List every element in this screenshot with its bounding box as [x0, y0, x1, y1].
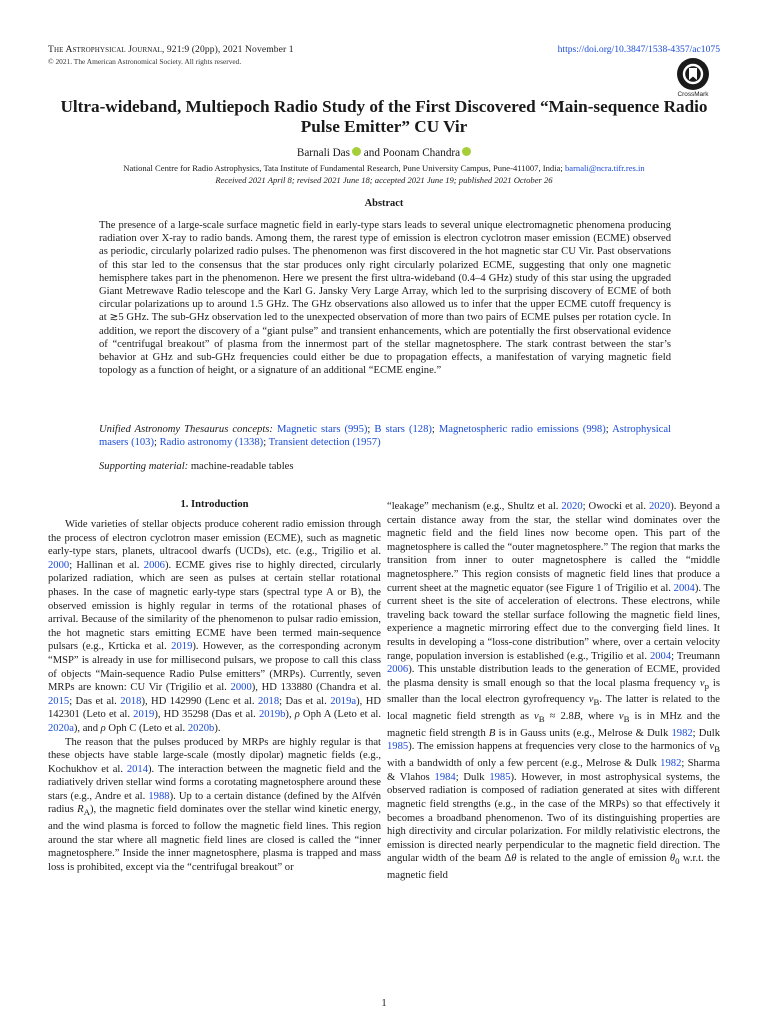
keywords-label: Unified Astronomy Thesaurus concepts:	[99, 424, 273, 435]
crossmark-badge[interactable]	[664, 58, 722, 98]
citation-link[interactable]: 2014	[126, 763, 149, 775]
citation-link[interactable]: 2020b	[187, 722, 215, 734]
doi-link[interactable]: https://doi.org/10.3847/1538-4357/ac1075	[557, 44, 720, 55]
affiliation-block	[0, 163, 768, 186]
citation-link[interactable]: 2015	[48, 695, 70, 707]
body-column-left	[48, 518, 381, 875]
citation-link[interactable]: 2004	[673, 582, 695, 594]
supporting-label: Supporting material:	[99, 461, 189, 472]
citation-link[interactable]: 2018	[120, 695, 142, 707]
citation-link[interactable]: 2018	[257, 695, 280, 707]
citation-link[interactable]: 1984	[434, 771, 456, 783]
keyword-link[interactable]: Magnetic stars (995)	[276, 424, 368, 435]
citation-link[interactable]: 2004	[649, 650, 672, 662]
paragraph: Wide varieties of stellar objects produce coherent radio emission through the process of electron cyclotron maser emission (ECME), such as magnetic early-type stars, planets, ultracool dwarfs (UCDs), etc. (e.g., Trigilio et al. 2000; Hallinan et al. 2006). ECME gives rise to highly directed, circularly polarized radiation, which are seen as pulses at certain stellar rotational phases. In the case of magnetic early-type stars (spectral type A or B), the observed emission is highly regular in terms of the rotational phases of arrival. Because of the similarity of the phenomenon to pulsar radio emission, the hot magnetic stars emitting ECME have been termed main-sequence pulsars (e.g., Krticka et al. 2019). However, as the corresponding acronym “MSP” is already in use for millisecond pulsars, we propose to call this class of objects “Main-sequence Radio Pulse emitters” (MRPs). Currently, seven MRPs are known: CU Vir (Trigilio et al. 2000), HD 133880 (Chandra et al. 2015; Das et al. 2018), HD 142990 (Lenc et al. 2018; Das et al. 2019a), HD 142301 (Leto et al. 2019), HD 35298 (Das et al. 2019b), ρ Oph A (Leto et al. 2020a), and ρ Oph C (Leto et al. 2020b).	[48, 519, 382, 734]
keyword-link[interactable]: B stars (128)	[374, 424, 432, 435]
author-separator: and	[361, 147, 383, 159]
page-number: 1	[381, 998, 387, 1009]
author-name: Poonam Chandra	[382, 147, 461, 159]
citation: , 921:9 (20pp), 2021 November 1	[161, 44, 294, 55]
citation-link[interactable]: 2000	[48, 559, 70, 571]
keywords: Unified Astronomy Thesaurus concepts: Magnetic stars (995); B stars (128); Magnetospheric radio emissions (998); Astrophysical masers (103); Radio astronomy (1338); Transient detection (1957)	[99, 424, 672, 449]
copyright-line: © 2021. The American Astronomical Society. All rights reserved.	[48, 57, 242, 66]
publication-dates: Received 2021 April 8; revised 2021 June 18; accepted 2021 June 19; published 2021 October 26	[215, 174, 553, 185]
citation-link[interactable]: 1985	[489, 771, 511, 783]
citation-link[interactable]: 2019b	[258, 709, 286, 721]
orcid-icon[interactable]	[352, 147, 361, 156]
citation-link[interactable]: 1982	[660, 758, 682, 770]
crossmark-label: CrossMark	[677, 91, 709, 98]
supporting-text: machine-readable tables	[188, 461, 294, 472]
paper-title: Ultra-wideband, Multiepoch Radio Study of the First Discovered “Main-sequence Radio Pulse Emitter” CU Vir	[60, 97, 708, 136]
citation-link[interactable]: 2020	[561, 501, 583, 512]
keyword-link[interactable]: Astrophysical masers (103)	[99, 424, 672, 449]
keyword-link[interactable]: Magnetospheric radio emissions (998)	[438, 424, 606, 435]
paragraph: The reason that the pulses produced by MRPs are highly regular is that these objects have stable large-scale (mostly dipolar) magnetic fields (e.g., Kochukhov et al. 2014). The interaction between the magnetic field and the radiatively driven stellar wind forms a corotating magnetosphere around these stars (e.g., Andre et al. 1988). Up to a certain distance (defined by the Alfvén radius $R_A$), the magnetic field dominates over the stellar wind kinetic energy, and the wind plasma is forced to follow the magnetic field lines. This region around the star where all magnetic field lines are closed is called the “inner magnetosphere.” Inside the inner magnetosphere, plasma is trapped and mass loss is prohibited, except via the “centrifugal breakout” or	[48, 736, 381, 873]
section-heading: 1. Introduction	[180, 499, 249, 510]
journal-name: The Astrophysical Journal	[48, 44, 162, 55]
paragraph: “leakage” mechanism (e.g., Shultz et al. 2020; Owocki et al. 2020). Beyond a certain distance away from the star, the stellar wind dominates over the magnetic field and the field lines now become open. This part of the magnetosphere is called the “outer magnetosphere.” The region that marks the transition from inner to outer magnetosphere is called the “middle magnetosphere.” This region consists of magnetic field lines that produce a current sheet at the magnetic equator (see Figure 1 of Trigilio et al. 2004). The current sheet is the site of acceleration of electrons. These electrons, while traveling back toward the stellar surface following the magnetic field lines, experience a magnetic mirroring effect due to the converging field lines. It results in developing a “loss-cone distribution” where, over a certain velocity range, population inversion is established (e.g., Trigilio et al. 2004; Treumann 2006). This unstable distribution leads to the generation of ECME, provided the plasma density is small enough so that the local plasma frequency $\nu_p$ is smaller than the local electron gyrofrequency $\nu_B$. The latter is related to the local magnetic field strength as $\nu_B \approx 2.8B$, where $\nu_B$ is in MHz and the magnetic field strength B is in Gauss units (e.g., Melrose & Dulk 1982; Dulk 1985). The emission happens at frequencies very close to the harmonics of $\nu_B$ with a bandwidth of only a few percent (e.g., Melrose & Dulk 1982; Sharma & Vlahos 1984; Dulk 1985). However, in most astrophysical systems, the observed radiation is composed of radiation generated at sites with different magnetic field strengths (e.g., in the case of the MRPs) so that effectively it becomes a broadband phenomenon. Two of its distinguishing properties are high directivity and circular polarization. For mildly relativistic electrons, the emission is directed nearly perpendicular to the magnetic field direction. The angular width of the beam Δθ is related to the angle of emission $\theta_0$ w.r.t. the magnetic field	[387, 501, 721, 881]
citation-link[interactable]: 2019a	[330, 695, 357, 707]
citation-link[interactable]: 2019	[133, 709, 155, 721]
affiliation-text: National Centre for Radio Astrophysics, Tata Institute of Fundamental Research, Pune University Campus, Pune-411007, India;	[123, 163, 565, 173]
abstract-heading: Abstract	[364, 198, 404, 209]
citation-link[interactable]: 1985	[387, 741, 409, 753]
citation-link[interactable]: 2006	[143, 559, 165, 571]
keyword-link[interactable]: Transient detection (1957)	[268, 437, 381, 449]
orcid-icon[interactable]	[462, 147, 471, 156]
email-link[interactable]: barnali@ncra.tifr.res.in	[564, 163, 645, 173]
citation-link[interactable]: 1988	[148, 790, 170, 802]
citation-link[interactable]: 1982	[671, 727, 693, 739]
keyword-link[interactable]: Radio astronomy (1338)	[159, 437, 264, 449]
citation-link[interactable]: 2020a	[48, 722, 74, 734]
citation-link[interactable]: 2020	[649, 501, 671, 512]
author-list	[0, 147, 768, 159]
citation-link[interactable]: 2006	[387, 664, 409, 676]
crossmark-icon	[677, 58, 709, 90]
citation-link[interactable]: 2019	[171, 641, 193, 653]
body-column-right	[387, 500, 720, 883]
abstract-text: The presence of a large-scale surface magnetic field in early-type stars leads to several unique electromagnetic phenomena producing radiation over X-ray to radio bands. Among them, the rarest type of emission is electron cyclotron maser emission (ECME) observed as periodic, circularly polarized radio pulses. The phenomenon was first discovered in the hot magnetic star CU Vir. Past observations of this star led to the consensus that the star produces only right circularly polarized ECME, suggesting that only one magnetic hemisphere takes part in the phenomenon. Here we present the first ultra-wideband (0.4–4 GHz) study of this star using the upgraded Giant Metrewave Radio telescope and the Karl G. Jansky Very Large Array, which led to the surprising discovery of ECME of both circular polarizations up to around 1.5 GHz. The GHz observations also allowed us to infer that the upper ECME cutoff frequency is at ≳5 GHz. The sub-GHz observation led to the unexpected observation of more than two pairs of ECME pulses per rotation cycle. In addition, we report the discovery of a “giant pulse” and transient enhancements, which are potentially the first observational evidence of “centrifugal breakout” of plasma from the innermost part of the stellar magnetosphere. The stark contrast between the star’s behavior at GHz and sub-GHz frequencies could either be due to propagation effects, a manifestation of varying magnetic field topology as a function of height, or a signature of an additional “ECME engine.”	[99, 220, 671, 377]
citation-link[interactable]: 2000	[230, 682, 252, 694]
author-name: Barnali Das	[296, 147, 350, 159]
running-header	[48, 44, 294, 55]
supporting-material	[99, 461, 293, 472]
